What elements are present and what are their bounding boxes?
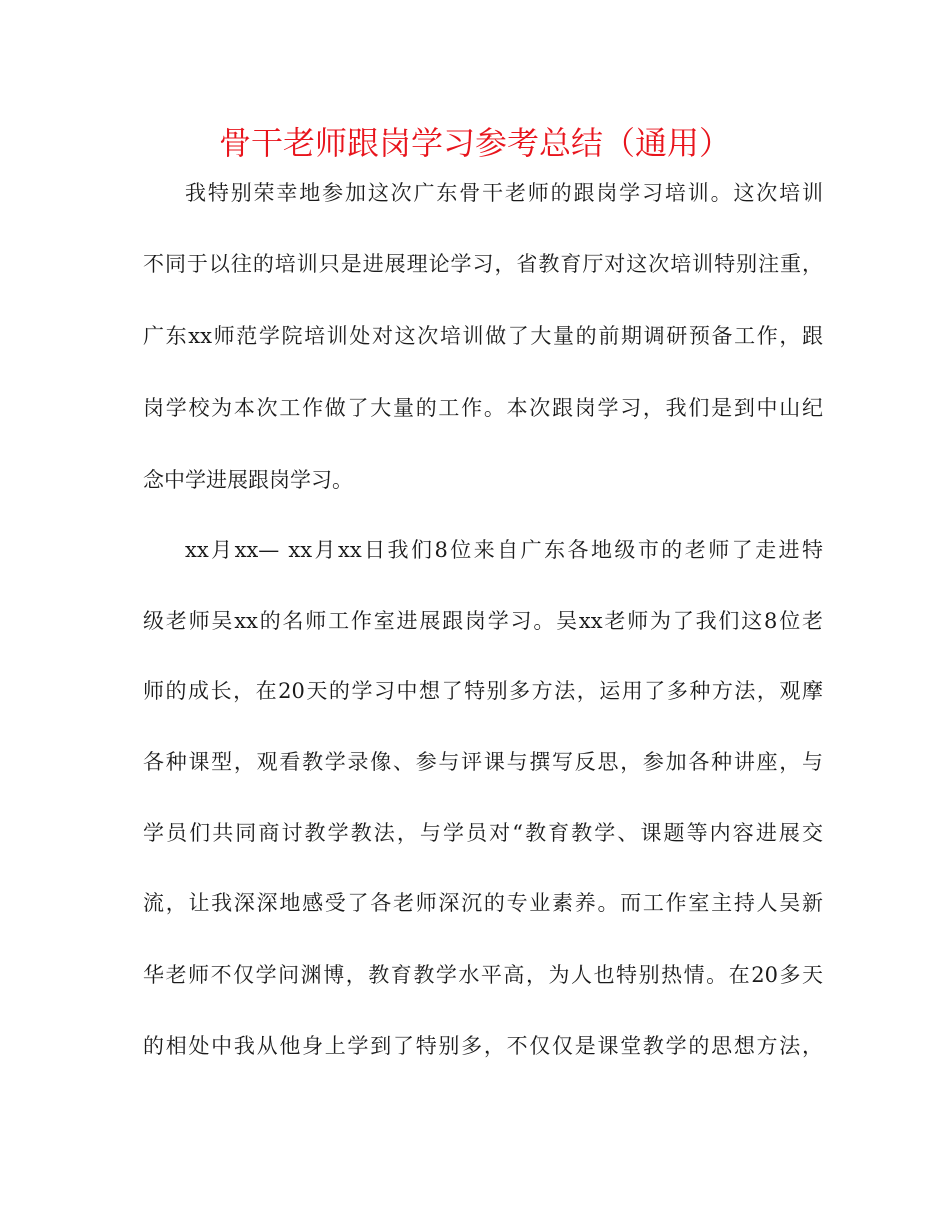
paragraph-2-line-2: 级老师吴xx的名师工作室进展跟岗学习。吴xx老师为了我们这8位老	[143, 609, 823, 633]
paragraph-1-line-3: 广东xx师范学院培训处对这次培训做了大量的前期调研预备工作，跟	[143, 324, 823, 348]
paragraph-2-line-7: 华老师不仅学问渊博，教育教学水平高，为人也特别热情。在20多天	[143, 963, 823, 987]
paragraph-1-line-5: 念中学进展跟岗学习。	[143, 468, 353, 492]
paragraph-2-line-8: 的相处中我从他身上学到了特别多，不仅仅是课堂教学的思想方法，	[143, 1034, 823, 1058]
paragraph-2-line-4: 各种课型，观看教学录像、参与评课与撰写反思，参加各种讲座，与	[143, 750, 823, 774]
paragraph-1-line-4: 岗学校为本次工作做了大量的工作。本次跟岗学习，我们是到中山纪	[143, 396, 823, 420]
paragraph-2-line-3: 师的成长，在20天的学习中想了特别多方法，运用了多种方法，观摩	[143, 679, 823, 703]
paragraph-2-line-6: 流，让我深深地感受了各老师深沉的专业素养。而工作室主持人吴新	[143, 891, 823, 915]
paragraph-1-line-2: 不同于以往的培训只是进展理论学习，省教育厅对这次培训特别注重，	[143, 252, 823, 276]
paragraph-1-line-1: 我特别荣幸地参加这次广东骨干老师的跟岗学习培训。这次培训	[185, 181, 823, 205]
paragraph-2-line-5: 学员们共同商讨教学教法，与学员对“教育教学、课题等内容进展交	[143, 821, 823, 845]
paragraph-2-line-1: xx月xx— xx月xx日我们8位来自广东各地级市的老师了走进特	[185, 538, 823, 562]
document-title: 骨干老师跟岗学习参考总结（通用）	[218, 124, 731, 162]
